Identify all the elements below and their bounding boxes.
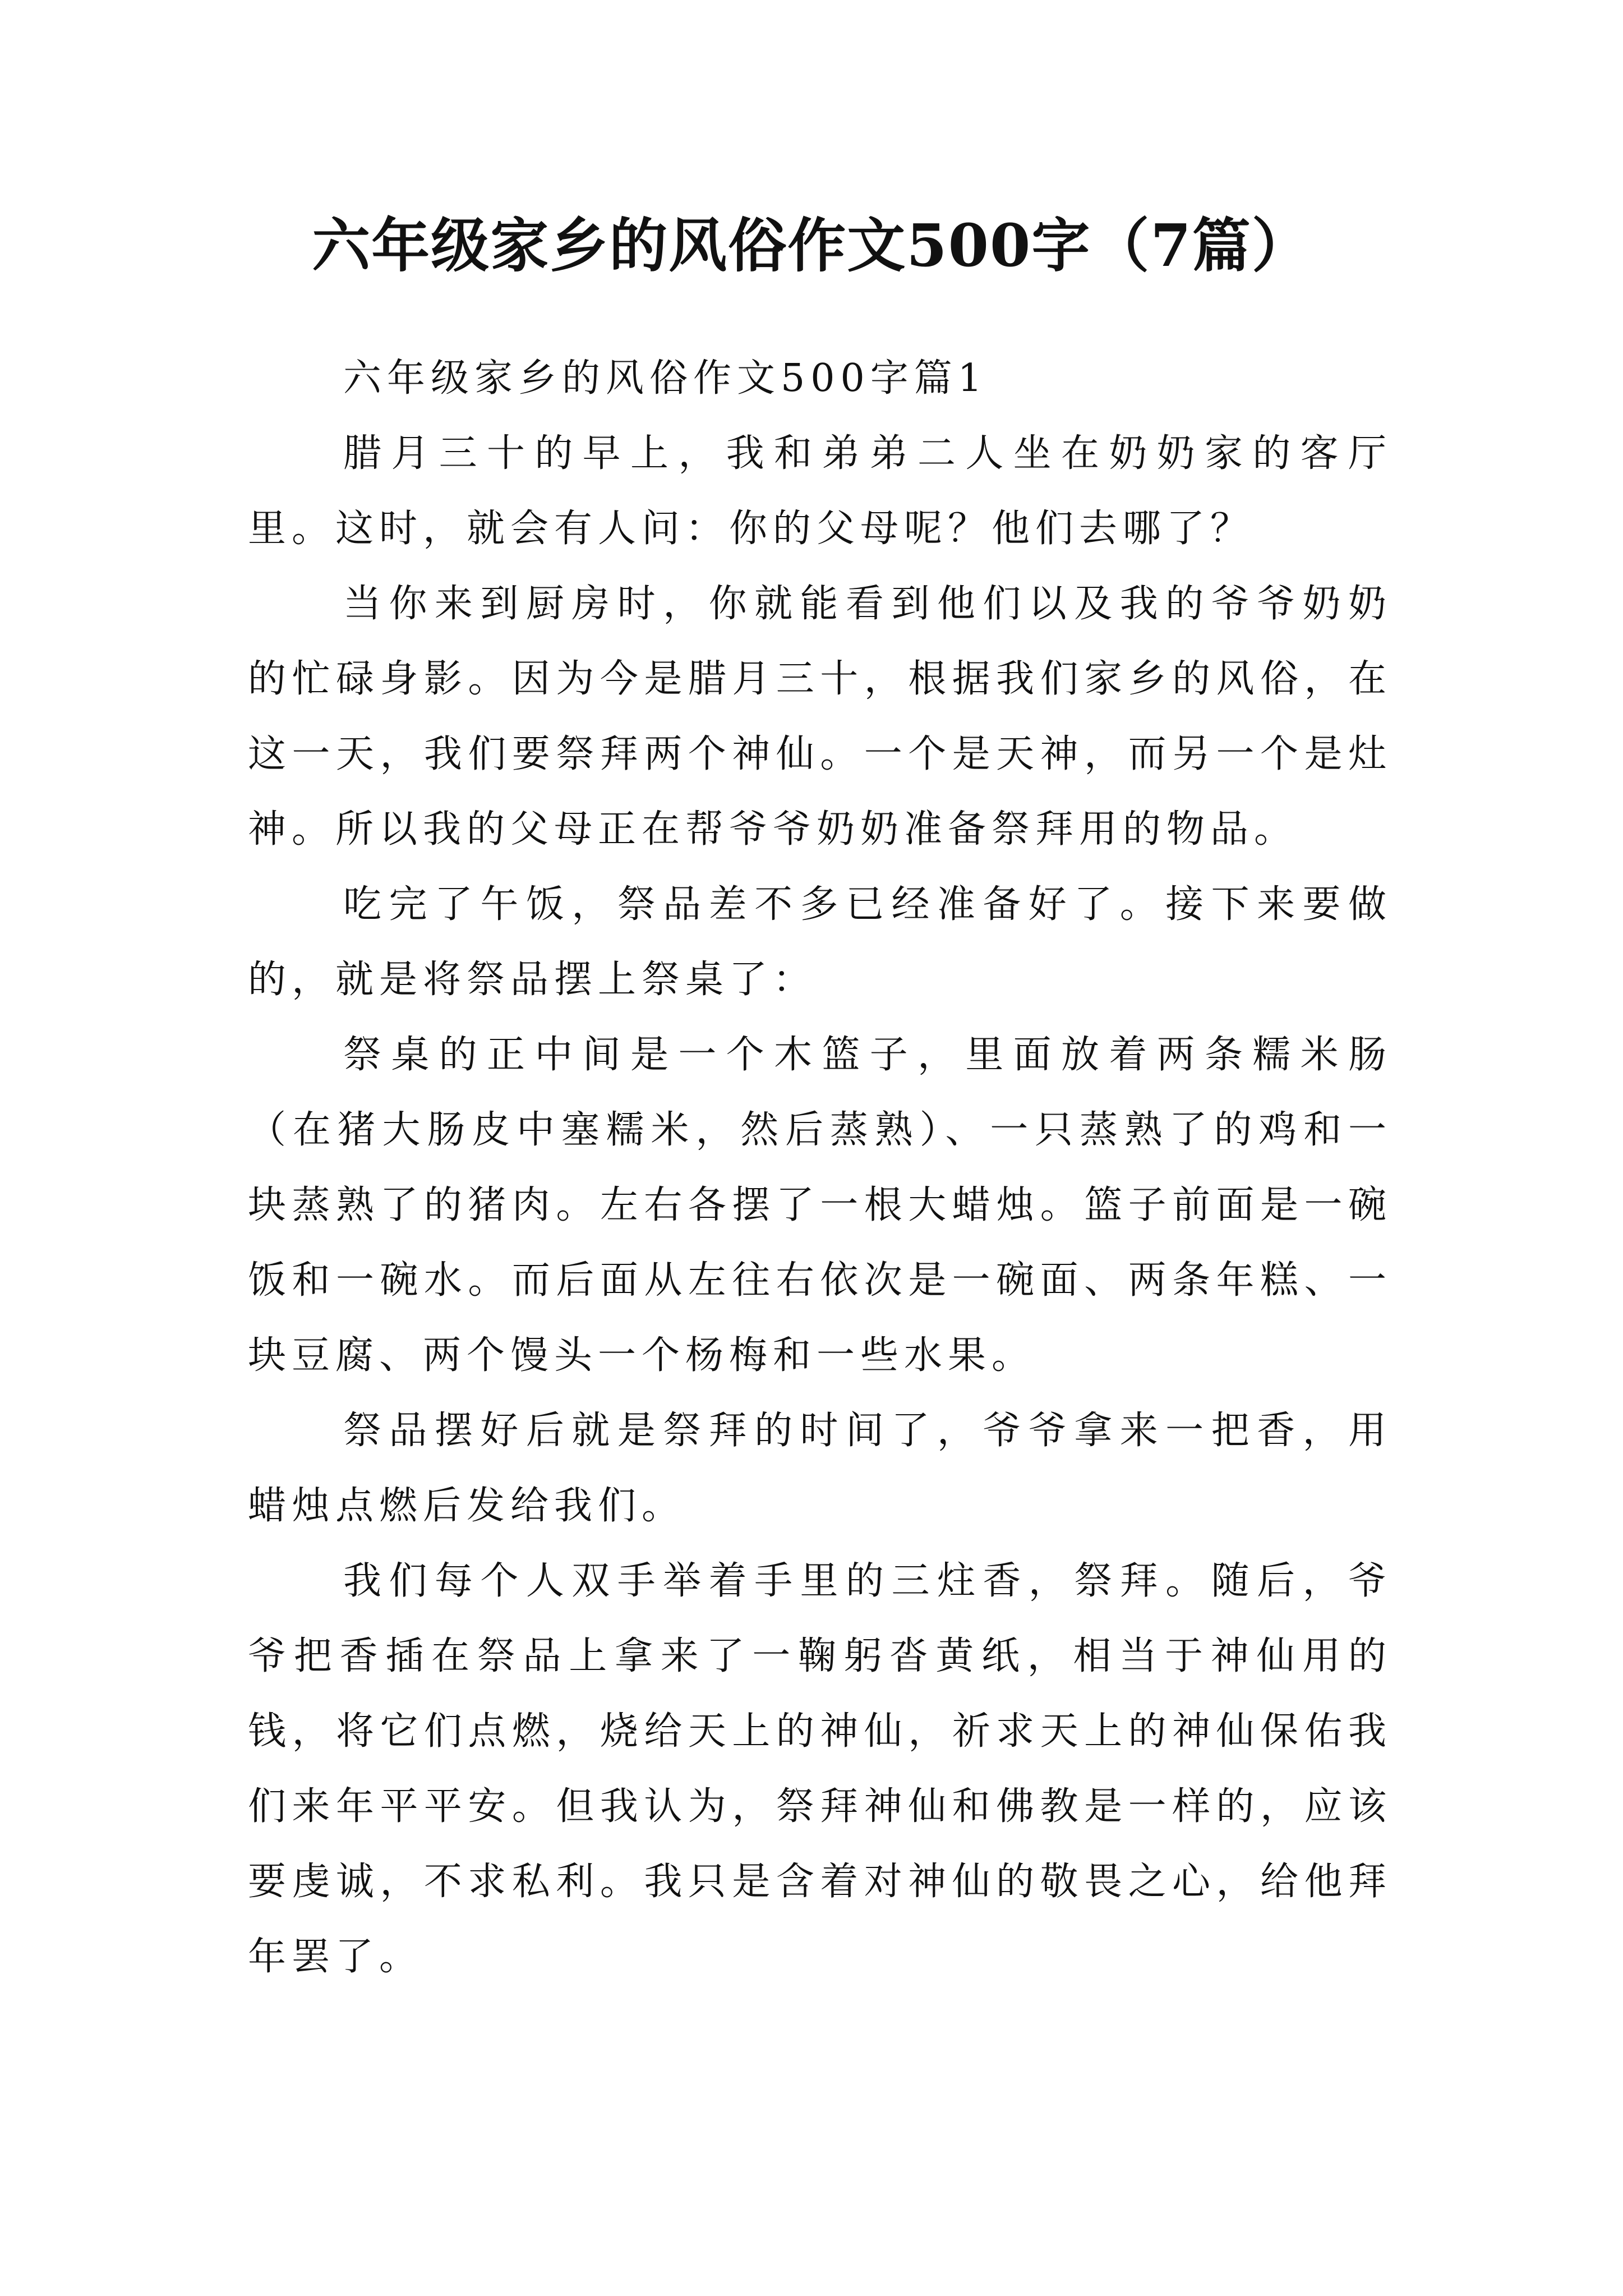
section-heading: 六年级家乡的风俗作文500字篇1 xyxy=(343,356,988,401)
paragraph: 祭桌的正中间是一个木篮子，里面放着两条糯米肠（在猪大肠皮中塞糯米，然后蒸熟）、一只蒸熟了的鸡和一块蒸熟了的猪肉。左右各摆了一根大蜡烛。篮子前面是一碗饭和一碗水。而后面从左往右依次是一碗面、两条年糕、一块豆腐、两个馒头一个杨梅和一些水果。 xyxy=(248,1033,1392,1378)
paragraph: 祭品摆好后就是祭拜的时间了，爷爷拿来一把香，用蜡烛点燃后发给我们。 xyxy=(248,1409,1392,1528)
paragraph: 当你来到厨房时，你就能看到他们以及我的爷爷奶奶的忙碌身影。因为今是腊月三十，根据我们家乡的风俗，在这一天，我们要祭拜两个神仙。一个是天神，而另一个是灶神。所以我的父母正在帮爷爷奶奶准备祭拜用的物品。 xyxy=(248,582,1392,852)
document-body xyxy=(248,341,1392,1995)
paragraph: 我们每个人双手举着手里的三炷香，祭拜。随后，爷爷把香插在祭品上拿来了一鞠躬沓黄纸，相当于神仙用的钱，将它们点燃，烧给天上的神仙，祈求天上的神仙保佑我们来年平平安。但我认为，祭拜神仙和佛教是一样的，应该要虔诚，不求私利。我只是含着对神仙的敬畏之心，给他拜年罢了。 xyxy=(248,1559,1392,1979)
document-title: 六年级家乡的风俗作文500字（7篇） xyxy=(312,211,1311,280)
paragraph: 腊月三十的早上，我和弟弟二人坐在奶奶家的客厅里。这时，就会有人问：你的父母呢？他们去哪了？ xyxy=(248,431,1392,551)
paragraph: 吃完了午饭，祭品差不多已经准备好了。接下来要做的，就是将祭品摆上祭桌了： xyxy=(248,882,1392,1002)
